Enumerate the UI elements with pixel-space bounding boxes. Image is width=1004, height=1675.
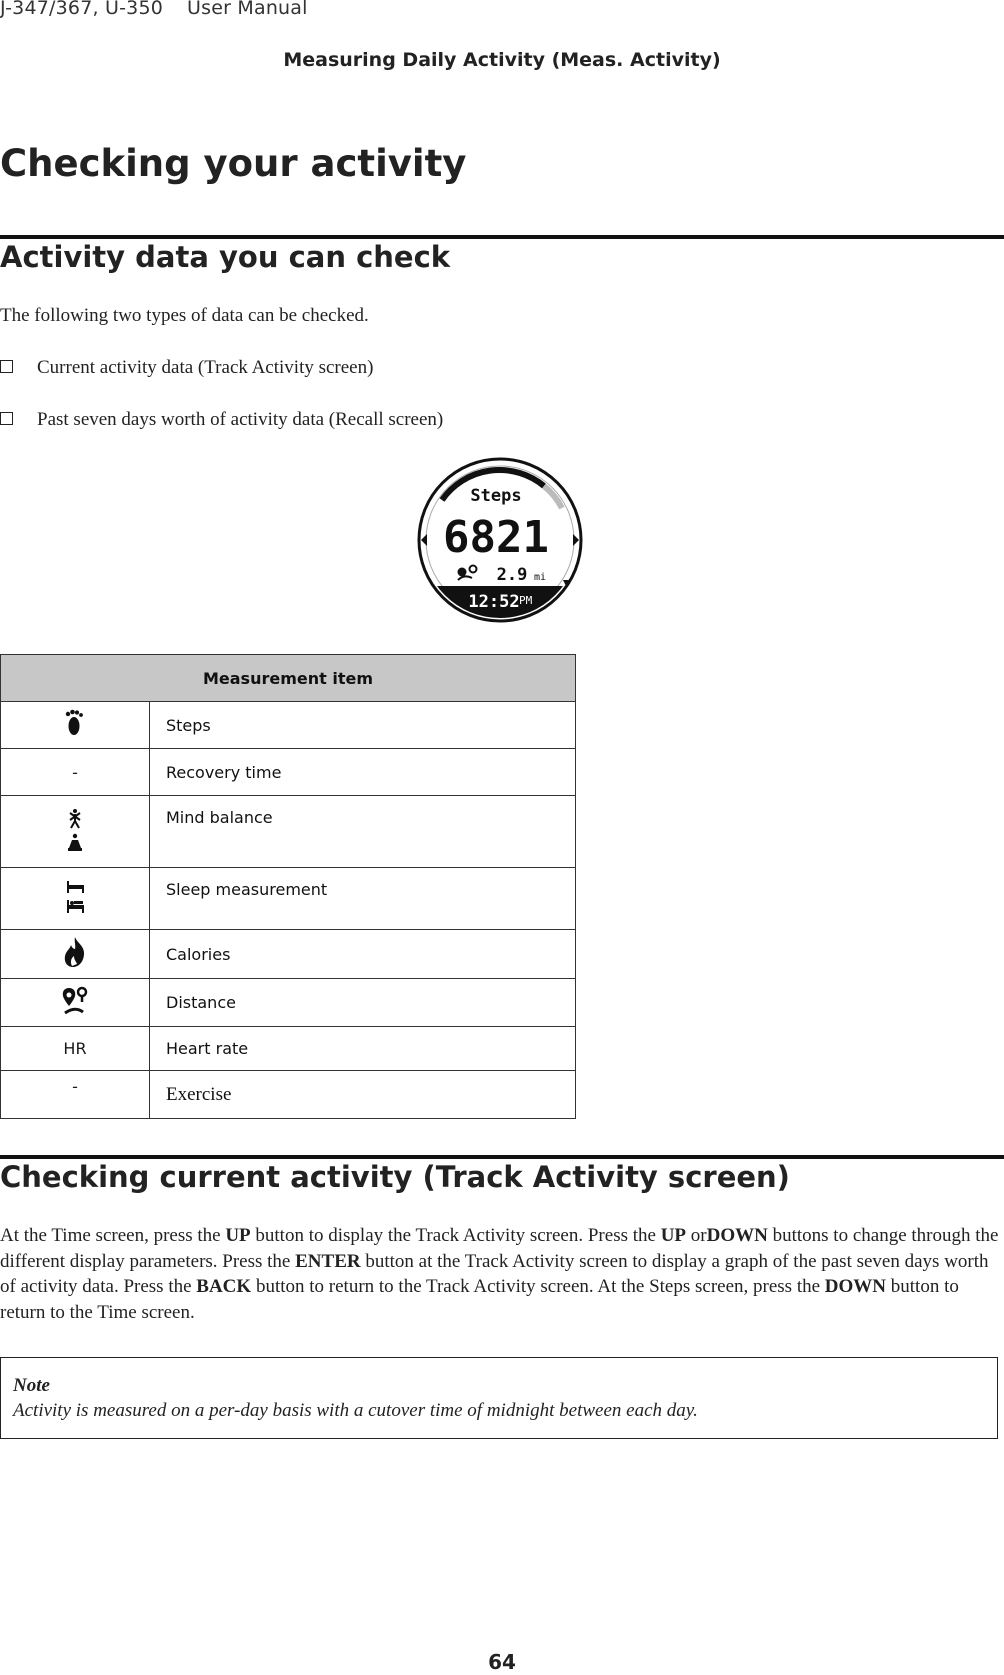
table-label: Sleep measurement [150,868,576,930]
section-rule [0,235,1004,239]
note-body: Activity is measured on a per-day basis with a cutover time of midnight between each day. [13,1400,698,1421]
table-label: Recovery time [150,749,576,796]
enter-button-ref: ENTER [295,1250,361,1272]
checkbox-bullet-icon [0,360,13,373]
table-symbol: - [1,749,150,796]
watch-distance-unit: mi [534,572,547,583]
table-header: Measurement item [1,655,576,702]
watch-display-illustration [416,456,584,624]
down-button-ref: DOWN [824,1276,887,1297]
mind-balance-icon [65,808,85,852]
watch-label: Steps [470,486,522,506]
table-row [1,702,576,749]
table-label: Exercise [150,1071,576,1119]
model-number: J-347/367, U-350 [0,0,164,19]
table-symbol: HR [1,1027,150,1071]
section-rule [0,1155,1004,1159]
table-label: Heart rate [150,1027,576,1071]
watch-time: 12:52 [468,592,520,612]
footprint-icon [64,709,86,737]
table-row [1,868,576,930]
measurement-table [0,654,576,1119]
table-row [1,749,576,796]
note-box [0,1357,998,1439]
note-title: Note [13,1375,50,1396]
manual-title: User Manual [187,0,308,19]
page-number: 64 [488,1650,516,1674]
table-row [1,796,576,868]
intro-paragraph: The following two types of data can be checked. [0,305,369,326]
flame-icon [62,936,88,968]
back-button-ref: BACK [196,1276,252,1297]
table-label: Mind balance [150,796,576,868]
checkbox-bullet-icon [0,412,13,425]
up-button-ref: UP [225,1225,251,1246]
table-icon-cell [1,979,150,1027]
section-heading-activity-data: Activity data you can check [0,240,451,274]
table-icon-cell [1,796,150,868]
section-heading-track-activity: Checking current activity (Track Activity screen) [0,1160,790,1194]
table-row [1,930,576,979]
distance-icon [61,986,89,1016]
table-row [1,1027,576,1071]
table-row [1,1071,576,1119]
track-activity-paragraph: At the Time screen, press the UP button to display the Track Activity screen. Press the UP orDOWN buttons to change through the different display parameters. Press the ENTER button at the Track Activity screen to display a graph of the past seven days worth of activity data. Press the BACK button to return to the Track Activity screen. At the Steps screen, press the DOWN button to return to the Time screen. [0,1225,999,1323]
bullet-text: Current activity data (Track Activity screen) [37,357,374,378]
bullet-text: Past seven days worth of activity data (Recall screen) [37,409,444,430]
table-label: Calories [150,930,576,979]
table-icon-cell [1,702,150,749]
table-row [1,979,576,1027]
table-icon-cell [1,930,150,979]
table-symbol: - [1,1071,150,1119]
bullet-item [0,357,374,379]
watch-steps-value: 6821 [443,512,549,563]
page-title: Checking your activity [0,142,467,185]
sleep-icon [64,879,86,915]
table-label: Steps [150,702,576,749]
table-icon-cell [1,868,150,930]
bullet-item [0,409,444,431]
down-button-ref: DOWN [706,1225,768,1246]
up-button-ref: UP [660,1225,687,1246]
table-label: Distance [150,979,576,1027]
running-header [0,0,308,19]
section-header: Measuring Daily Activity (Meas. Activity) [283,49,721,71]
watch-distance-value: 2.9 [496,565,528,585]
watch-ampm: PM [519,594,533,607]
